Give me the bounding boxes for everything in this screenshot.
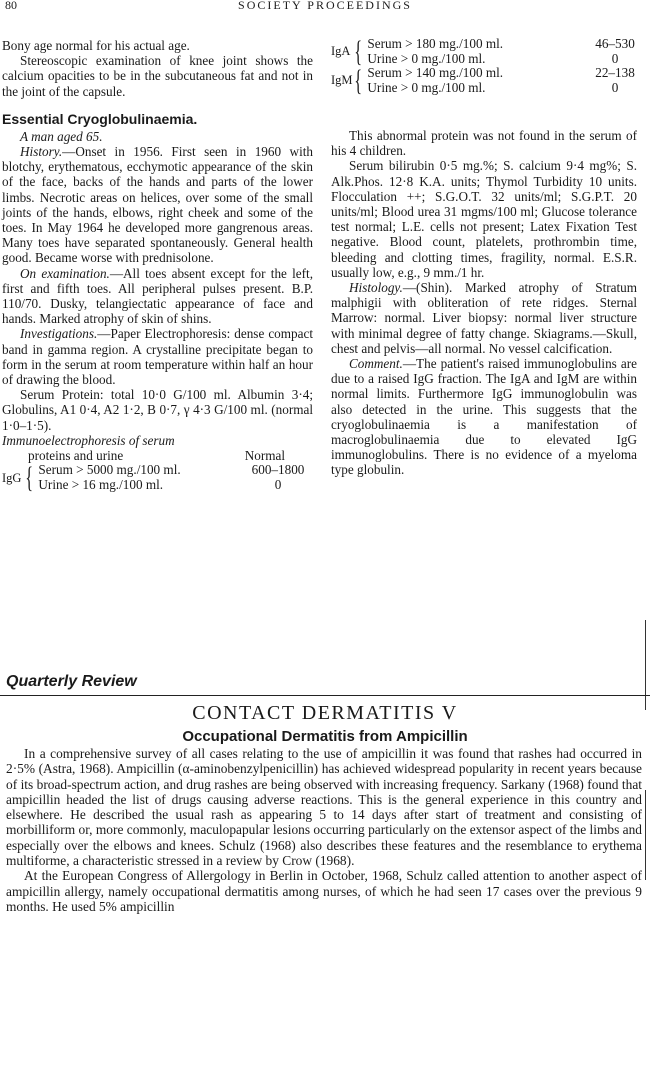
history-paragraph [2, 144, 313, 266]
brace: { [354, 34, 363, 68]
quarterly-review-label: Quarterly Review [6, 673, 137, 690]
igg-urine: Urine > 16 mg./100 ml. [38, 476, 164, 492]
invest-paragraph [2, 326, 313, 387]
iga-urine-row [367, 52, 637, 67]
left-column [2, 38, 313, 492]
histology-text: —(Shin). Marked atrophy of Stratum malphigii with obliteration of rete ridges. Sternal Marrow: normal. Liver biopsy: normal liver structure with minimal degree of fatty change. Skiagrams.—Skull, chest and pelvis—all normal. No vessel calcification. [331, 280, 637, 356]
invest-label: Investigations. [20, 326, 98, 342]
paragraph: At the European Congress of Allergology in Berlin in October, 1968, Schulz called attention to another aspect of ampicillin allergy, namely occupational dermatitis among nurses, of which he had seen 17 cases over the previous 9 months. He used 5% ampicillin [6, 868, 642, 914]
page-header [0, 0, 650, 14]
igg-urine-row [38, 478, 313, 493]
exam-text: —All toes absent except for the left, first and fifth toes. All peripheral pulses present. B.P. 110/70. Dusky, telangiectatic appearance of face and hands. Marked atrophy of skin of shins. [2, 265, 313, 327]
paragraph: Bony age normal for his actual age. [2, 38, 190, 53]
divider-rule [0, 695, 650, 696]
igm-urine-normal: 0 [611, 79, 619, 95]
history-label: History. [20, 144, 63, 160]
igm-serum: Serum > 140 mg./100 ml. [367, 65, 504, 80]
paragraph: This abnormal protein was not found in the serum of his 4 children. [331, 128, 637, 159]
right-column [331, 34, 637, 478]
article-subtitle: Occupational Dermatitis from Ampicillin [182, 728, 468, 745]
margin-mark [645, 790, 646, 880]
running-head: SOCIETY PROCEEDINGS [238, 0, 412, 12]
iga-urine: Urine > 0 mg./100 ml. [367, 50, 486, 66]
igm-serum-row [367, 66, 637, 81]
iga-label: IgA [331, 44, 351, 59]
iga-serum-normal: 46–530 [595, 36, 635, 51]
immuno-subheading [2, 448, 313, 463]
igm-urine: Urine > 0 mg./100 ml. [367, 79, 486, 95]
histology-label: Histology. [349, 280, 403, 296]
iga-serum: Serum > 180 mg./100 ml. [367, 36, 504, 51]
igg-serum-normal: 600–1800 [251, 462, 305, 478]
comment-text: —The patient's raised immunoglobulins are due to a raised IgG fraction. The IgA and IgM are within normal limits. Furthermore IgG immunoglobulin was also detected in the urine. This suggests that the cryoglobulinaemia is a manifestation of macroglobulinaemia due to elevated IgG immunoglobulins. There is no evidence of a myeloma type globulin. [331, 356, 637, 478]
section-heading: Essential Cryoglobulinaemia. [2, 110, 198, 127]
page-number: 80 [5, 0, 17, 12]
igg-serum-row [38, 463, 313, 478]
exam-label: On examination. [20, 265, 110, 281]
paragraph: Stereoscopic examination of knee joint shows the calcium opacities to be in the subcutaneous fat and not in the joint of the capsule. [2, 53, 313, 99]
igm-label: IgM [331, 73, 353, 88]
igg-serum: Serum > 5000 mg./100 ml. [38, 462, 181, 478]
review-body [6, 746, 642, 914]
invest-text: —Paper Electrophoresis: dense compact band in gamma region. A crystalline precipitate began to form in the serum at room temperature within half an hour of drawing the blood. [2, 326, 313, 388]
immuno-heading: Immunoelectrophoresis of serum [2, 432, 175, 448]
comment-label: Comment. [349, 356, 403, 372]
iga-serum-row [367, 37, 637, 52]
article-title: CONTACT DERMATITIS V [192, 702, 458, 724]
immuno-subhead-right: Normal [244, 448, 285, 464]
immuno-subhead-left: proteins and urine [28, 448, 124, 464]
brace: { [354, 63, 363, 97]
igg-urine-normal: 0 [274, 476, 282, 492]
histology-paragraph [331, 280, 637, 356]
brace: { [25, 460, 34, 494]
iga-table [331, 34, 637, 68]
history-text: —Onset in 1956. First seen in 1960 with blotchy, erythematous, ecchymotic appearance of the skin of the face, backs of the hands and parts of the lower limbs. Necrotic areas on helices, over some of the small joints of the hands, elbows, right cheek and some of the toes. In May 1964 he developed more gangrenous areas. Many toes have separated spontaneously. General health good. Became worse with prednisolone. [2, 144, 313, 266]
paragraph: Serum bilirubin 0·5 mg.%; S. calcium 9·4 mg%; S. Alk.Phos. 12·8 K.A. units; Thymol Turbidity 10 units. Flocculation ++; S.G.O.T. 32 units/ml; S.G.P.T. 20 units/ml; Blood urea 31 mgms/100 ml; Glucose tolerance test normal; L.E. cells not present; Latex Fixation Test negative. Blood count, platelets, prothrombin time, bleeding and clotting times, fragility, normal. E.S.R. usually low, e.g., 9 mm./1 hr. [331, 158, 637, 280]
iga-urine-normal: 0 [611, 50, 619, 66]
igg-table [2, 460, 313, 494]
paragraph: In a comprehensive survey of all cases relating to the use of ampicillin it was found that rashes had occurred in 2·5% (Astra, 1968). Ampicillin (α-aminobenzylpenicillin) has achieved widespread popularity in recent years because of its broad-spectrum action, and drug rashes are being observed with increasing frequency. Sarkany (1968) found that ampicillin headed the list of drugs causing adverse reactions. This is the general experience in this country and elsewhere. He described the usual rash as appearing 5 to 14 days after start of treatment and consisting of morbilliform or, more commonly, maculopapular lesions occurring particularly on the extensor aspect of the limbs and especially over the elbows and knees. Schulz (1968) also describes these features and the resemblance to erythema multiforme, a characteristic stressed in a review by Crow (1968). [6, 746, 642, 869]
igm-serum-normal: 22–138 [595, 65, 635, 80]
margin-mark [645, 620, 646, 710]
exam-paragraph [2, 266, 313, 327]
case-line: A man aged 65. [20, 128, 103, 144]
comment-paragraph [331, 356, 637, 478]
igm-urine-row [367, 81, 637, 96]
igm-table [331, 63, 637, 97]
serum-protein: Serum Protein: total 10·0 G/100 ml. Albumin 3·4; Globulins, A1 0·4, A2 1·2, B 0·7, γ 4·3 G/100 ml. (normal 1·0–1·5). [2, 387, 313, 433]
igg-label: IgG [2, 470, 22, 485]
